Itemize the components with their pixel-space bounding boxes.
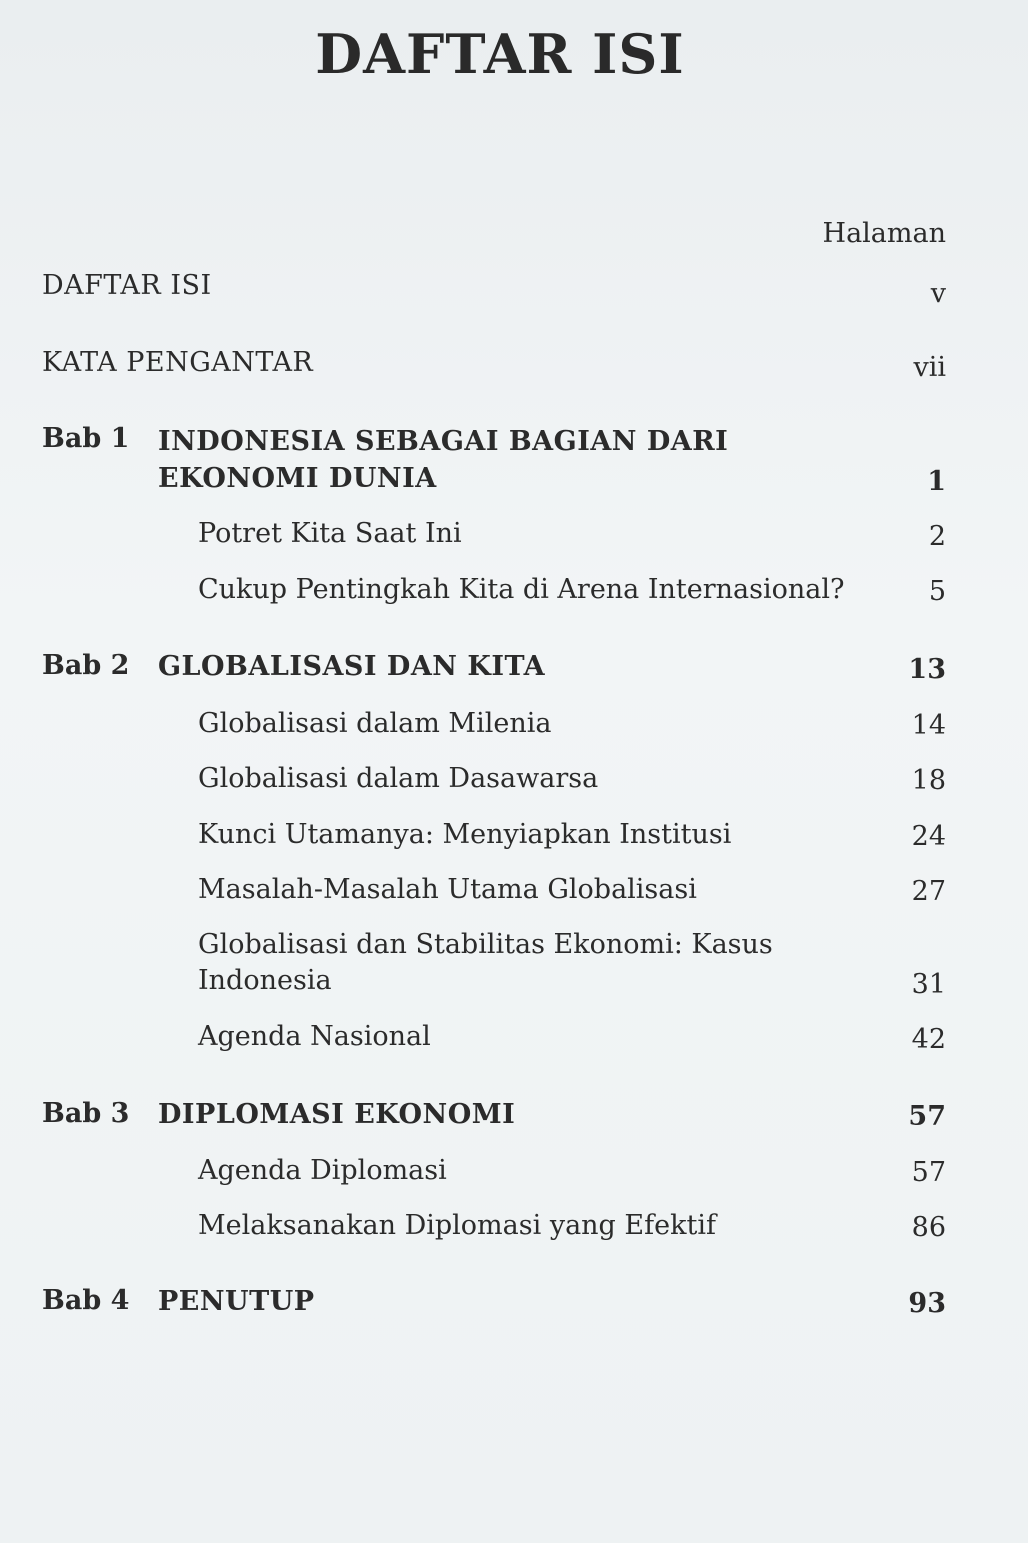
toc-entry-daftar-isi: DAFTAR ISI xyxy=(42,270,212,301)
section-title: Globalisasi dalam Dasawarsa xyxy=(198,763,599,794)
toc-page-daftar-isi: v xyxy=(930,278,946,309)
section-title: Masalah-Masalah Utama Globalisasi xyxy=(198,874,697,905)
section-title: Melaksanakan Diplomasi yang Efektif xyxy=(198,1210,716,1241)
chapter-title-line: EKONOMI DUNIA xyxy=(158,463,437,494)
section-page: 18 xyxy=(911,765,946,796)
section-page: 57 xyxy=(911,1157,946,1188)
section-page: 14 xyxy=(911,710,946,741)
chapter-page: 57 xyxy=(908,1101,946,1132)
section-title: Cukup Pentingkah Kita di Arena Internasional? xyxy=(198,574,845,605)
toc-page-kata-pengantar: vii xyxy=(913,352,946,383)
chapter-page: 1 xyxy=(927,466,946,497)
section-title: Agenda Diplomasi xyxy=(198,1155,447,1186)
section-page: 5 xyxy=(928,576,946,607)
section-title: Indonesia xyxy=(198,965,332,996)
section-title: Agenda Nasional xyxy=(198,1021,431,1052)
chapter-title-line: GLOBALISASI DAN KITA xyxy=(158,651,546,682)
section-title: Potret Kita Saat Ini xyxy=(198,518,462,549)
chapter-number: Bab 4 xyxy=(42,1285,130,1316)
section-title: Kunci Utamanya: Menyiapkan Institusi xyxy=(198,819,732,850)
page-title: DAFTAR ISI xyxy=(315,22,685,86)
chapter-page: 13 xyxy=(908,654,946,685)
chapter-number: Bab 3 xyxy=(42,1098,130,1129)
chapter-title-line: DIPLOMASI EKONOMI xyxy=(158,1099,516,1130)
section-title: Globalisasi dalam Milenia xyxy=(198,708,552,739)
page-column-header: Halaman xyxy=(822,218,946,249)
section-page: 86 xyxy=(911,1212,946,1243)
chapter-title-line: INDONESIA SEBAGAI BAGIAN DARI xyxy=(158,426,729,457)
section-page: 31 xyxy=(911,969,946,1000)
section-page: 42 xyxy=(911,1024,946,1055)
section-title: Globalisasi dan Stabilitas Ekonomi: Kasus xyxy=(198,929,773,960)
section-page: 27 xyxy=(911,876,946,907)
chapter-page: 93 xyxy=(908,1288,946,1319)
section-page: 2 xyxy=(928,521,946,552)
chapter-number: Bab 2 xyxy=(42,650,130,681)
toc-entry-kata-pengantar: KATA PENGANTAR xyxy=(42,347,314,378)
chapter-title-line: PENUTUP xyxy=(158,1286,315,1317)
chapter-number: Bab 1 xyxy=(42,423,130,454)
section-page: 24 xyxy=(911,821,946,852)
